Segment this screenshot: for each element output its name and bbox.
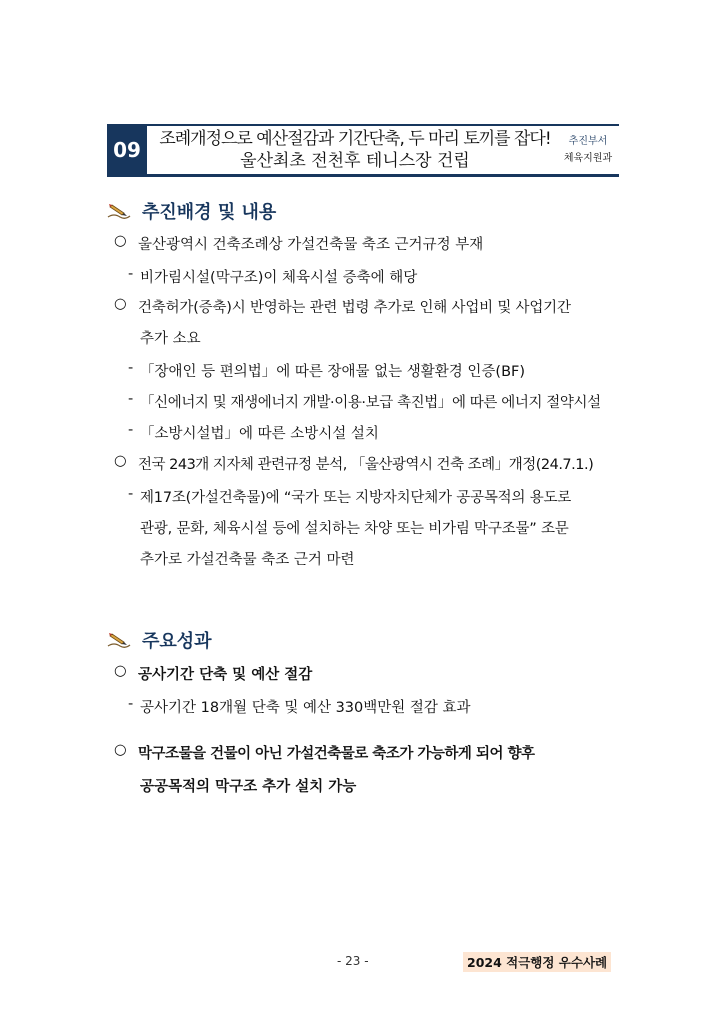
bullet-circle: ○ [114,296,127,312]
page-subtitle: 울산최초 전천후 테니스장 건립 [240,151,470,171]
list-item: 공사기간 18개월 단축 및 예산 330백만원 절감 효과 [140,700,471,716]
publication-title: 2024 적극행정 우수사례 [463,952,611,972]
section-title-results: 주요성과 [142,631,212,652]
bullet-dash: - [128,696,134,712]
department-name: 체육지원과 [563,152,613,164]
bullet-dash: - [128,486,134,502]
list-item-continuation: 추가 소요 [140,331,201,347]
bullet-circle: ○ [114,742,127,758]
bullet-circle: ○ [114,453,127,469]
list-item: 공사기간 단축 및 예산 절감 [138,667,313,683]
section-heading-results [106,627,212,653]
list-item: 「소방시설법」에 따른 소방시설 설치 [140,426,379,442]
section-heading-background [106,198,276,224]
list-item: 울산광역시 건축조례상 가설건축물 축조 근거규정 부재 [138,237,484,253]
bullet-dash: - [128,391,134,407]
pen-writing-icon [106,630,132,650]
list-item: 비가림시설(막구조)이 체육시설 증축에 해당 [140,270,418,286]
list-item: 건축허가(증축)시 반영하는 관련 법령 추가로 인해 사업비 및 사업기간 [138,300,571,316]
title-header [107,124,619,177]
case-number: 09 [107,126,147,174]
list-item-continuation: 추가로 가설건축물 축조 근거 마련 [140,552,355,568]
list-item-continuation: 관광, 문화, 체육시설 등에 설치하는 차양 또는 비가림 막구조물” 조문 [140,521,569,537]
bullet-dash: - [128,422,134,438]
department-label: 추진부서 [568,135,608,147]
bullet-dash: - [128,266,134,282]
list-item: 「장애인 등 편의법」에 따른 장애물 없는 생활환경 인증(BF) [140,364,526,380]
bullet-circle: ○ [114,233,127,249]
list-item: 막구조물을 건물이 아닌 가설건축물로 축조가 가능하게 되어 향후 [138,746,535,762]
pen-writing-icon [106,201,132,221]
list-item: 「신에너지 및 재생에너지 개발·이용·보급 촉진법」에 따른 에너지 절약시설 [140,395,601,411]
list-item: 전국 243개 지자체 관련규정 분석, 「울산광역시 건축 조례」개정(24.7.1.) [138,457,594,473]
list-item-continuation: 공공목적의 막구조 추가 설치 가능 [140,779,357,795]
page-number: - 23 - [337,954,369,968]
page-title: 조례개정으로 예산절감과 기간단축, 두 마리 토끼를 잡다! [159,129,551,149]
list-item: 제17조(가설건축물)에 “국가 또는 지방자치단체가 공공목적의 용도로 [140,490,572,506]
title-area [151,126,559,174]
section-title-background: 추진배경 및 내용 [142,202,277,223]
bullet-circle: ○ [114,663,127,679]
department-info [557,126,619,174]
bullet-dash: - [128,360,134,376]
